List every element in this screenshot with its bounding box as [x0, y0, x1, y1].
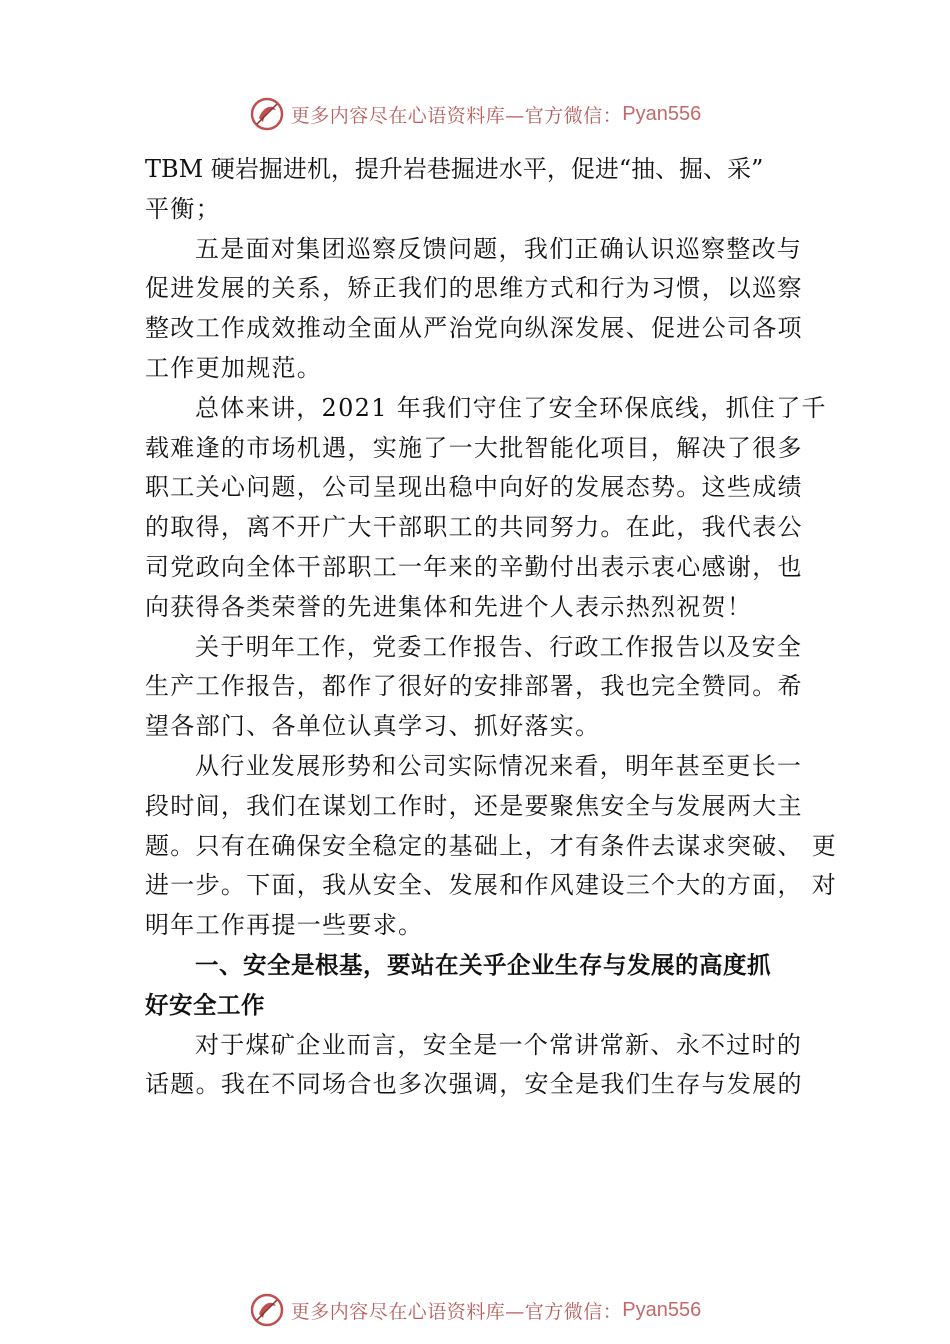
footer-banner-text: 更多内容尽在心语资料库—官方微信： [290, 1300, 623, 1323]
header-wechat-id: Pyan556 [622, 102, 702, 125]
paragraph-start: 总体来讲，2021 年我们守住了安全环保底线，抓住了千 [195, 393, 827, 422]
header-banner-text: 更多内容尽在心语资料库—官方微信： [290, 104, 623, 127]
text-line: 望各部门、各单位认真学习、抓好落实。 [145, 712, 601, 741]
paragraph-start: 五是面对集团巡察反馈问题，我们正确认识巡察整改与 [195, 234, 803, 263]
text-line: 职工关心问题，公司呈现出稳中向好的发展态势。这些成绩 [145, 473, 803, 502]
text-line: 题。只有在确保安全稳定的基础上，才有条件去谋求突破、 更 [145, 831, 838, 860]
text-line: 司党政向全体干部职工一年来的辛勤付出表示衷心感谢，也 [145, 552, 803, 581]
footer-wechat-id: Pyan556 [622, 1298, 702, 1321]
paragraph-start: 关于明年工作，党委工作报告、行政工作报告以及安全 [195, 632, 803, 661]
text-line: 工作更加规范。 [145, 353, 323, 382]
text-line: 载难逢的市场机遇，实施了一大批智能化项目，解决了很多 [145, 433, 803, 462]
paragraph-start: 从行业发展形势和公司实际情况来看，明年甚至更长一 [195, 751, 803, 780]
text-line: 向获得各类荣誉的先进集体和先进个人表示热烈祝贺！ [145, 592, 753, 621]
header-banner [0, 94, 950, 134]
text-line: 整改工作成效推动全面从严治党向纵深发展、促进公司各项 [145, 314, 803, 343]
text-line: 的取得，离不开广大干部职工的共同努力。在此，我代表公 [145, 513, 803, 542]
text-line: 话题。我在不同场合也多次强调，安全是我们生存与发展的 [145, 1070, 803, 1099]
text-line: 平衡； [145, 194, 221, 223]
text-line: 促进发展的关系，矫正我们的思维方式和行为习惯，以巡察 [145, 274, 803, 303]
logo-icon [249, 1292, 285, 1328]
section-heading-cont: 好安全工作 [145, 990, 265, 1019]
text-line: 段时间，我们在谋划工作时，还是要聚焦安全与发展两大主 [145, 791, 803, 820]
paragraph-start: 对于煤矿企业而言，安全是一个常讲常新、永不过时的 [195, 1030, 803, 1059]
text-line: TBM 硬岩掘进机，提升岩巷掘进水平，促进“抽、掘、采” [145, 155, 764, 183]
document-body [145, 150, 838, 1105]
text-line: 进一步。下面，我从安全、发展和作风建设三个大的方面， 对 [145, 871, 838, 900]
section-heading: 一、安全是根基，要站在关乎企业生存与发展的高度抓 [195, 950, 771, 979]
text-line: 生产工作报告，都作了很好的安排部署，我也完全赞同。希 [145, 672, 803, 701]
footer-banner [0, 1290, 950, 1330]
logo-icon [249, 96, 285, 132]
text-line: 明年工作再提一些要求。 [145, 911, 424, 940]
